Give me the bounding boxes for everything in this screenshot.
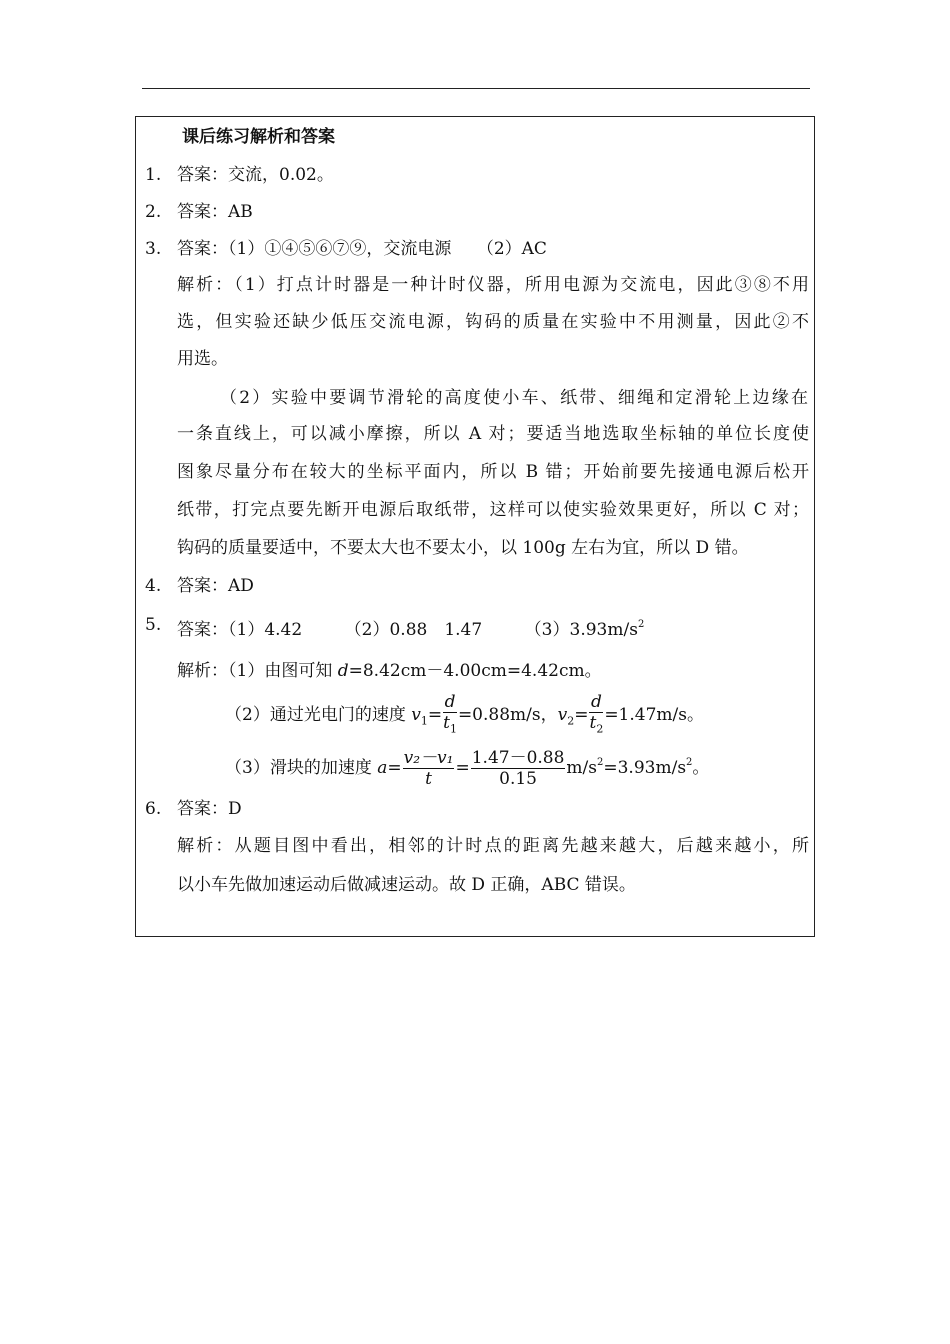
analysis-line: 解析：（1）打点计时器是一种计时仪器，所用电源为交流电，因此③⑧不用	[177, 275, 809, 295]
unit: m/s	[566, 758, 597, 778]
denominator	[589, 713, 603, 739]
answer-2: 答案：AB	[177, 202, 253, 222]
analysis-line: （2）实验中要调节滑轮的高度使小车、纸带、细绳和定滑轮上边缘在	[220, 388, 808, 408]
var-v: v	[411, 705, 421, 726]
superscript: 2	[686, 757, 693, 768]
item-number: 2.	[145, 202, 162, 222]
analysis-line: 钩码的质量要适中，不要太大也不要太小，以 100g 左右为宜，所以 D 错。	[177, 538, 749, 558]
analysis-line: 图象尽量分布在较大的坐标平面内，所以 B 错；开始前要先接通电源后松开	[177, 462, 809, 482]
section-title: 课后练习解析和答案	[182, 127, 335, 147]
item-number: 1.	[145, 165, 162, 185]
var-t: t	[589, 713, 597, 733]
analysis-line: 以小车先做加速运动后做减速运动。故 D 正确，ABC 错误。	[177, 875, 636, 895]
analysis-5-line-3	[225, 741, 709, 790]
denominator	[443, 713, 457, 739]
subscript: 2	[596, 722, 604, 736]
numerator: d	[590, 692, 602, 712]
answer-3: 答案：（1）①④⑤⑥⑦⑨，交流电源 （2）AC	[177, 239, 547, 259]
var-t: t	[443, 713, 450, 733]
numerator: v₂－v₁	[403, 748, 454, 768]
subscript: 2	[567, 714, 575, 728]
answer-5-text: 答案：（1）4.42 （2）0.88 1.47 （3）3.93m/s	[177, 620, 638, 640]
var-d: d	[337, 661, 349, 681]
var-v: v	[557, 705, 568, 726]
analysis-line: 用选。	[177, 349, 228, 369]
numerator: 1.47－0.88	[471, 748, 565, 768]
analysis-expr: =8.42cm－4.00cm=4.42cm。	[348, 661, 602, 681]
item-number: 5.	[145, 615, 162, 635]
analysis-line: 选，但实验还缺少低压交流电源，钩码的质量在实验中不用测量，因此②不	[177, 312, 809, 332]
result: =3.93m/s	[603, 758, 687, 778]
superscript: 2	[637, 619, 645, 630]
answer-4: 答案：AD	[177, 576, 254, 596]
equals: =	[574, 705, 589, 726]
superscript: 2	[597, 757, 604, 768]
analysis-line: 一条直线上，可以减小摩擦，所以 A 对；要适当地选取坐标轴的单位长度使	[177, 424, 809, 444]
var-a: a	[377, 758, 388, 778]
item-number: 3.	[145, 239, 162, 259]
value: =1.47m/s。	[604, 705, 704, 726]
item-number: 6.	[145, 799, 162, 819]
analysis-text: 解析：（1）由图可知	[177, 661, 333, 681]
analysis-5-line-1	[177, 659, 602, 683]
analysis-line: 解析：从题目图中看出，相邻的计时点的距离先越来越大，后越来越小，所	[177, 836, 809, 856]
item-number: 4.	[145, 576, 162, 596]
fraction	[589, 692, 603, 739]
fraction	[471, 748, 566, 789]
period: 。	[692, 758, 710, 778]
subscript: 1	[420, 714, 428, 728]
equals: =	[455, 758, 470, 778]
answer-1: 答案：交流，0.02。	[177, 165, 334, 185]
equals: =	[387, 758, 402, 778]
analysis-text: （2）通过光电门的速度	[225, 705, 406, 726]
subscript: 1	[449, 722, 457, 736]
numerator: d	[444, 692, 456, 712]
equals: =	[427, 705, 443, 726]
fraction	[403, 748, 455, 789]
answer-5	[177, 613, 644, 642]
analysis-text: （3）滑块的加速度	[225, 758, 372, 778]
value: =0.88m/s，	[457, 705, 558, 726]
header-rule	[142, 88, 810, 89]
fraction	[443, 692, 457, 739]
denominator: t	[425, 769, 432, 789]
answer-6: 答案：D	[177, 799, 242, 819]
analysis-line: 纸带，打完点要先断开电源后取纸带，这样可以使实验效果更好，所以 C 对；	[177, 500, 809, 520]
denominator: 0.15	[499, 769, 537, 789]
analysis-5-line-2	[225, 692, 704, 744]
